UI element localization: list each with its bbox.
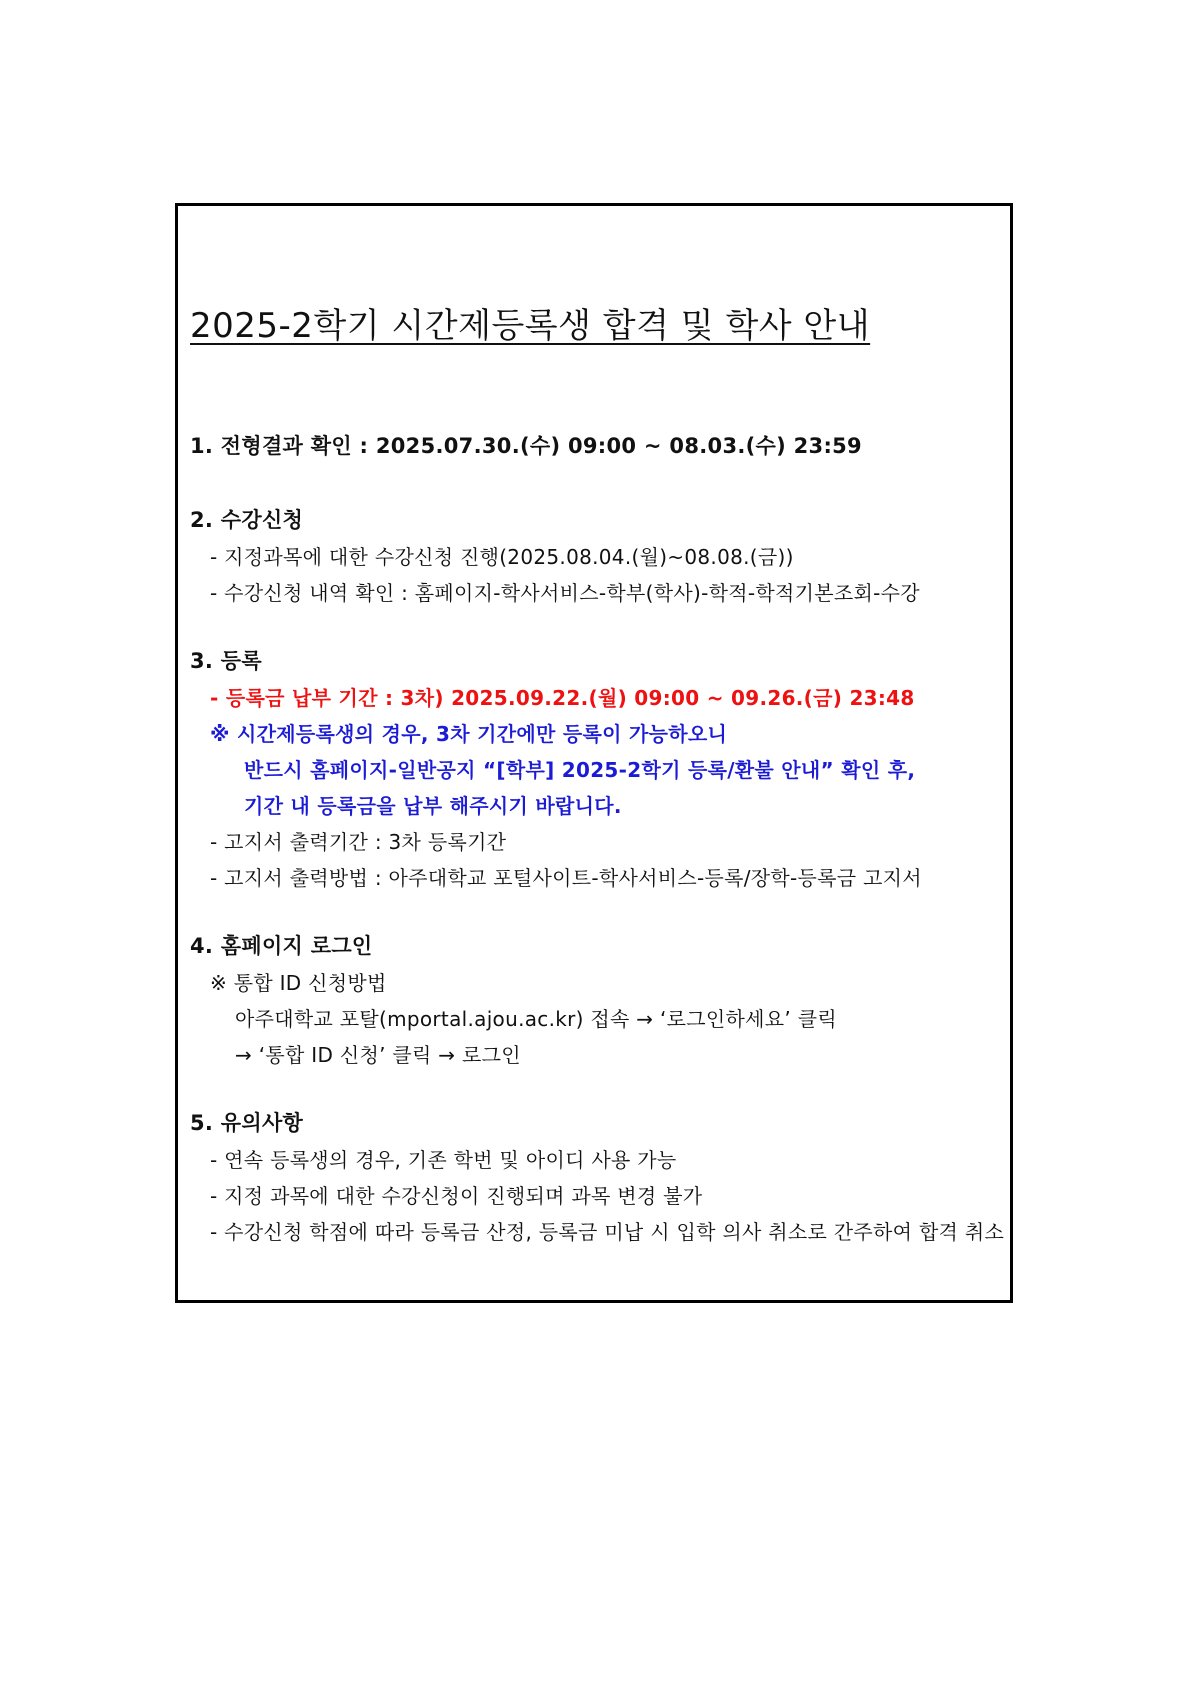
section-3-heading: 3. 등록	[190, 649, 262, 673]
section-5-heading: 5. 유의사항	[190, 1111, 304, 1135]
section-4-line-3: → ‘통합 ID 신청’ 클릭 → 로그인	[235, 1043, 521, 1067]
registration-notice-line-1: ※ 시간제등록생의 경우, 3차 기간에만 등록이 가능하오니	[210, 722, 728, 746]
section-1-heading: 1. 전형결과 확인 : 2025.07.30.(수) 09:00 ~ 08.03.(수) 23:59	[190, 434, 862, 458]
section-2-heading: 2. 수강신청	[190, 508, 304, 532]
section-4-heading: 4. 홈페이지 로그인	[190, 934, 373, 958]
section-2-line-2: - 수강신청 내역 확인 : 홈페이지-학사서비스-학부(학사)-학적-학적기본조회-수강	[210, 581, 920, 605]
notice-frame	[175, 203, 1013, 1303]
section-3-line-1: - 고지서 출력기간 : 3차 등록기간	[210, 830, 507, 854]
registration-notice-line-2: 반드시 홈페이지-일반공지 “[학부] 2025-2학기 등록/환불 안내” 확인 후,	[244, 758, 916, 782]
registration-notice-line-3: 기간 내 등록금을 납부 해주시기 바랍니다.	[244, 794, 622, 818]
section-4-line-1: ※ 통합 ID 신청방법	[210, 971, 387, 995]
payment-period-highlight: - 등록금 납부 기간 : 3차) 2025.09.22.(월) 09:00 ~ 09.26.(금) 23:48	[210, 686, 915, 710]
section-5-line-1: - 연속 등록생의 경우, 기존 학번 및 아이디 사용 가능	[210, 1148, 677, 1172]
section-4-line-2: 아주대학교 포탈(mportal.ajou.ac.kr) 접속 → ‘로그인하세요’ 클릭	[235, 1007, 837, 1031]
page-title: 2025-2학기 시간제등록생 합격 및 학사 안내	[190, 306, 871, 346]
section-3-line-2: - 고지서 출력방법 : 아주대학교 포털사이트-학사서비스-등록/장학-등록금 고지서	[210, 866, 922, 890]
section-5-line-2: - 지정 과목에 대한 수강신청이 진행되며 과목 변경 불가	[210, 1184, 703, 1208]
section-5-line-3: - 수강신청 학점에 따라 등록금 산정, 등록금 미납 시 입학 의사 취소로 간주하여 합격 취소	[210, 1220, 1005, 1244]
section-2-line-1: - 지정과목에 대한 수강신청 진행(2025.08.04.(월)~08.08.(금))	[210, 545, 794, 569]
